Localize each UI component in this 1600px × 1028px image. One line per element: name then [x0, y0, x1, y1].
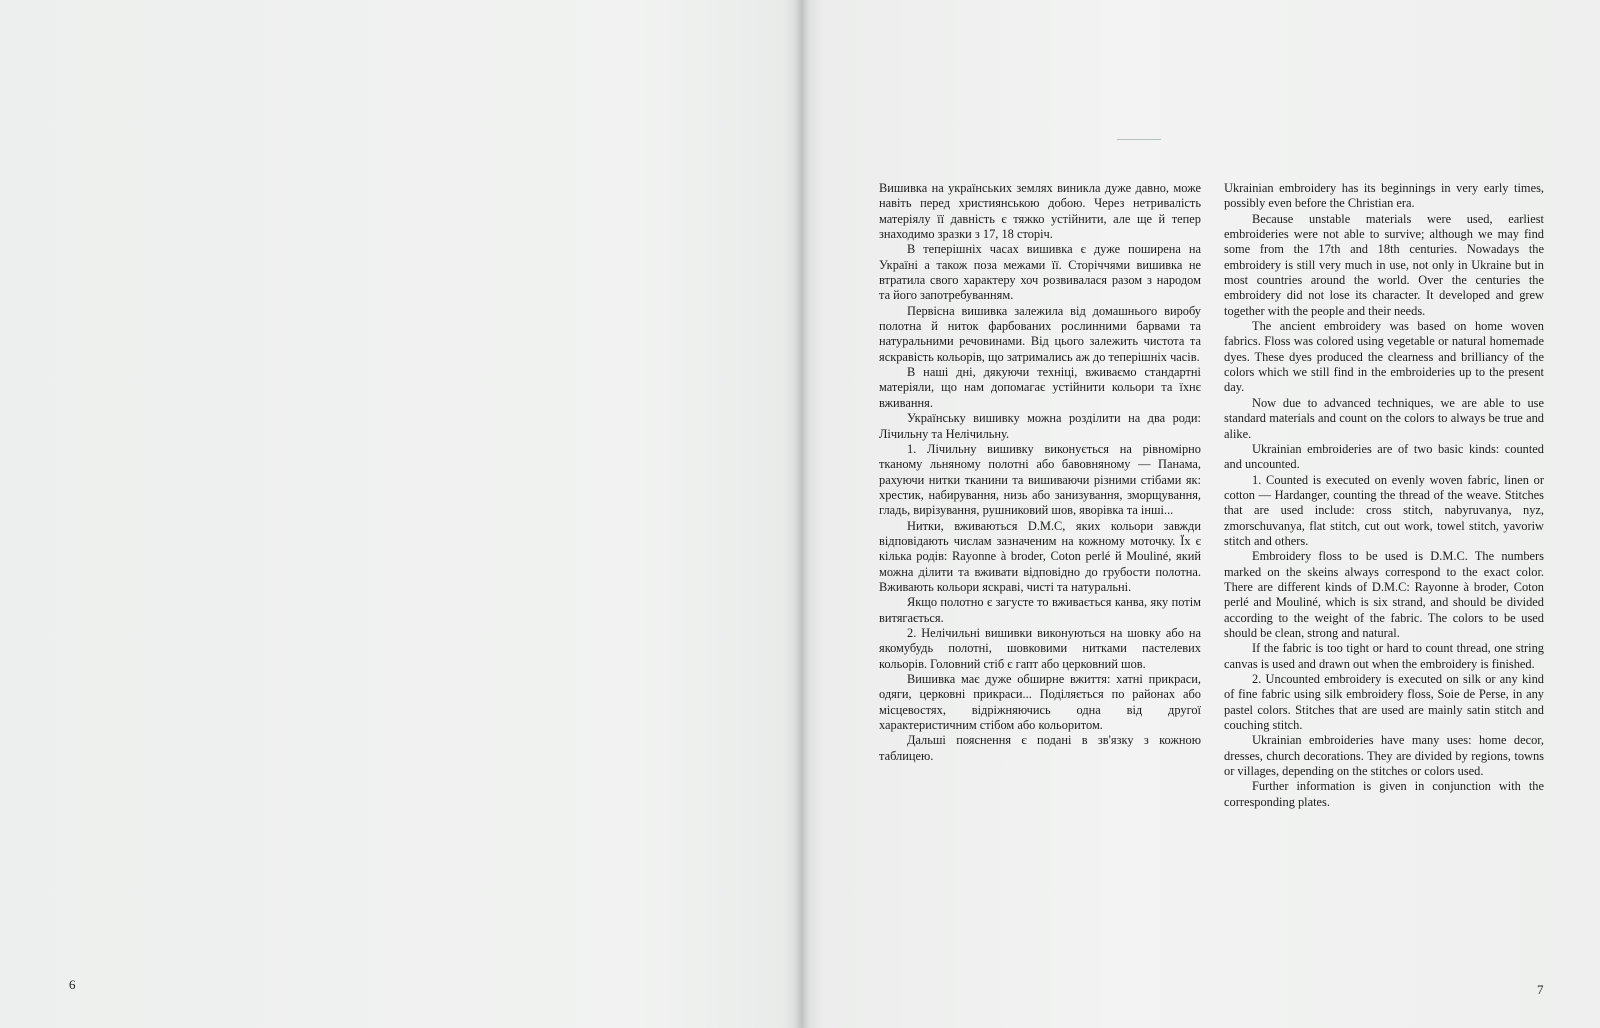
en-paragraph: The ancient embroidery was based on home woven fabrics. Floss was colored using vegetable or natural homemade dyes. These dyes produced the clearness and brilliancy of the colors which we still find in the embroideries up to the present day. — [1224, 319, 1544, 395]
en-paragraph: 1. Counted is executed on evenly woven fabric, linen or cotton — Hardanger, counting the thread of the weave. Stitches that are used include: cross stitch, nabyruvanya, nyz, zmorschuvanya, flat stitch, cut out work, towel stitch, yavoriw stitch and others. — [1224, 472, 1544, 548]
right-page-number: 7 — [1537, 982, 1544, 997]
uk-paragraph: 2. Нелічильні вишивки виконуються на шовку або на якомубудь полотні, шовковими нитками пастелевих кольорів. Головний стіб є гапт або церковний шов. — [879, 625, 1201, 671]
left-page-number: 6 — [69, 977, 76, 992]
en-paragraph: Ukrainian embroideries are of two basic kinds: counted and uncounted. — [1224, 441, 1544, 472]
uk-paragraph: 1. Лічильну вишивку виконується на рівномірно тканому льняному полотні або бавовняному — Панама, рахуючи нитки тканини та вишиваючи різними стібами як: хрестик, набирування, низь або занизування, зморщування, гладь, вирізування, рушниковий шов, яворівка та інші... — [879, 441, 1201, 518]
uk-paragraph: Українську вишивку можна розділити на два роди: Лічильну та Нелічильну. — [879, 411, 1201, 441]
en-paragraph: Further information is given in conjunction with the corresponding plates. — [1224, 779, 1544, 809]
uk-paragraph: Вишивка на українських землях виникла дуже давно, може навіть перед християнською добою. Через нетривалість матеріялу її давність є тяжко устійнити, але ще й тепер знаходимо зразки з 17, 18 сторіч. — [879, 181, 1201, 242]
uk-paragraph: Первісна вишивка залежила від домашнього виробу полотна й ниток фарбованих рослинними барвами та натуральними речовинами. Від цього залежить чистота та яскравість кольорів, що затримались аж до теперішніх часів. — [879, 303, 1201, 364]
en-paragraph: Because unstable materials were used, earliest embroideries were not able to survive; although we may find some from the 17th and 18th centuries. Nowadays the embroidery is still very much in use, not only in Ukraine but in most countries around the world. Over the centuries the embroidery did not lose its character. It developed and grew together with the people and their needs. — [1224, 211, 1544, 318]
en-paragraph: Embroidery floss to be used is D.M.C. The numbers marked on the skeins always correspond to the exact color. There are different kinds of D.M.C: Rayonne à broder, Coton perlé and Mouliné, which is six strand, and should be divided according to the weight of the fabric. The colors to be used should be clean, strong and natural. — [1224, 549, 1544, 640]
uk-paragraph: Якщо полотно є загусте то вживається канва, яку потім витягається. — [879, 595, 1201, 625]
uk-paragraph: Вишивка має дуже обширне вжиття: хатні прикраси, одяги, церковні прикраси... Поділяється по районах або місцевостях, відріжняючись одна від другої характеристичним стібом або кольоритом. — [879, 672, 1201, 733]
uk-paragraph: В теперішніх часах вишивка є дуже поширена на Україні а також поза межами її. Сторіччями вишивка не втратила свого характеру хоч розвивалася разом з народом та його запотребуванням. — [879, 242, 1201, 303]
en-paragraph: 2. Uncounted embroidery is executed on silk or any kind of fine fabric using silk embroidery floss, Soie de Perse, in any pastel colors. Stitches that are used are mainly satin stitch and couching stitch. — [1224, 672, 1544, 733]
ukrainian-text-column — [879, 181, 1201, 764]
uk-paragraph: В наші дні, дякуючи техніці, вживаємо стандартні матеріяли, що нам допомагає устійнити кольори та їхнє вживання. — [879, 365, 1201, 410]
uk-paragraph: Дальші пояснення є подані в зв'язку з кожною таблицею. — [879, 733, 1201, 763]
en-paragraph: Ukrainian embroideries have many uses: home decor, dresses, church decorations. They are divided by regions, towns or villages, depending on the stitches or colors used. — [1224, 733, 1544, 779]
en-paragraph: Now due to advanced techniques, we are able to use standard materials and count on the colors to always be true and alike. — [1224, 395, 1544, 441]
english-text-column — [1224, 181, 1544, 810]
decorative-dash — [1117, 139, 1161, 140]
uk-paragraph: Нитки, вживаються D.M.C, яких кольори завжди відповідають числам зазначеним на кожному моточку. Їх є кілька родів: Rayonne à broder, Coton perlé й Mouliné, який можна ділити та вживати відповідно до грубости полотна. Вживають кольори яскраві, чисті та натуральні. — [879, 518, 1201, 594]
en-paragraph: If the fabric is too tight or hard to count thread, one string canvas is used and drawn out when the embroidery is finished. — [1224, 641, 1544, 671]
en-paragraph: Ukrainian embroidery has its beginnings in very early times, possibly even before the Christian era. — [1224, 181, 1544, 211]
